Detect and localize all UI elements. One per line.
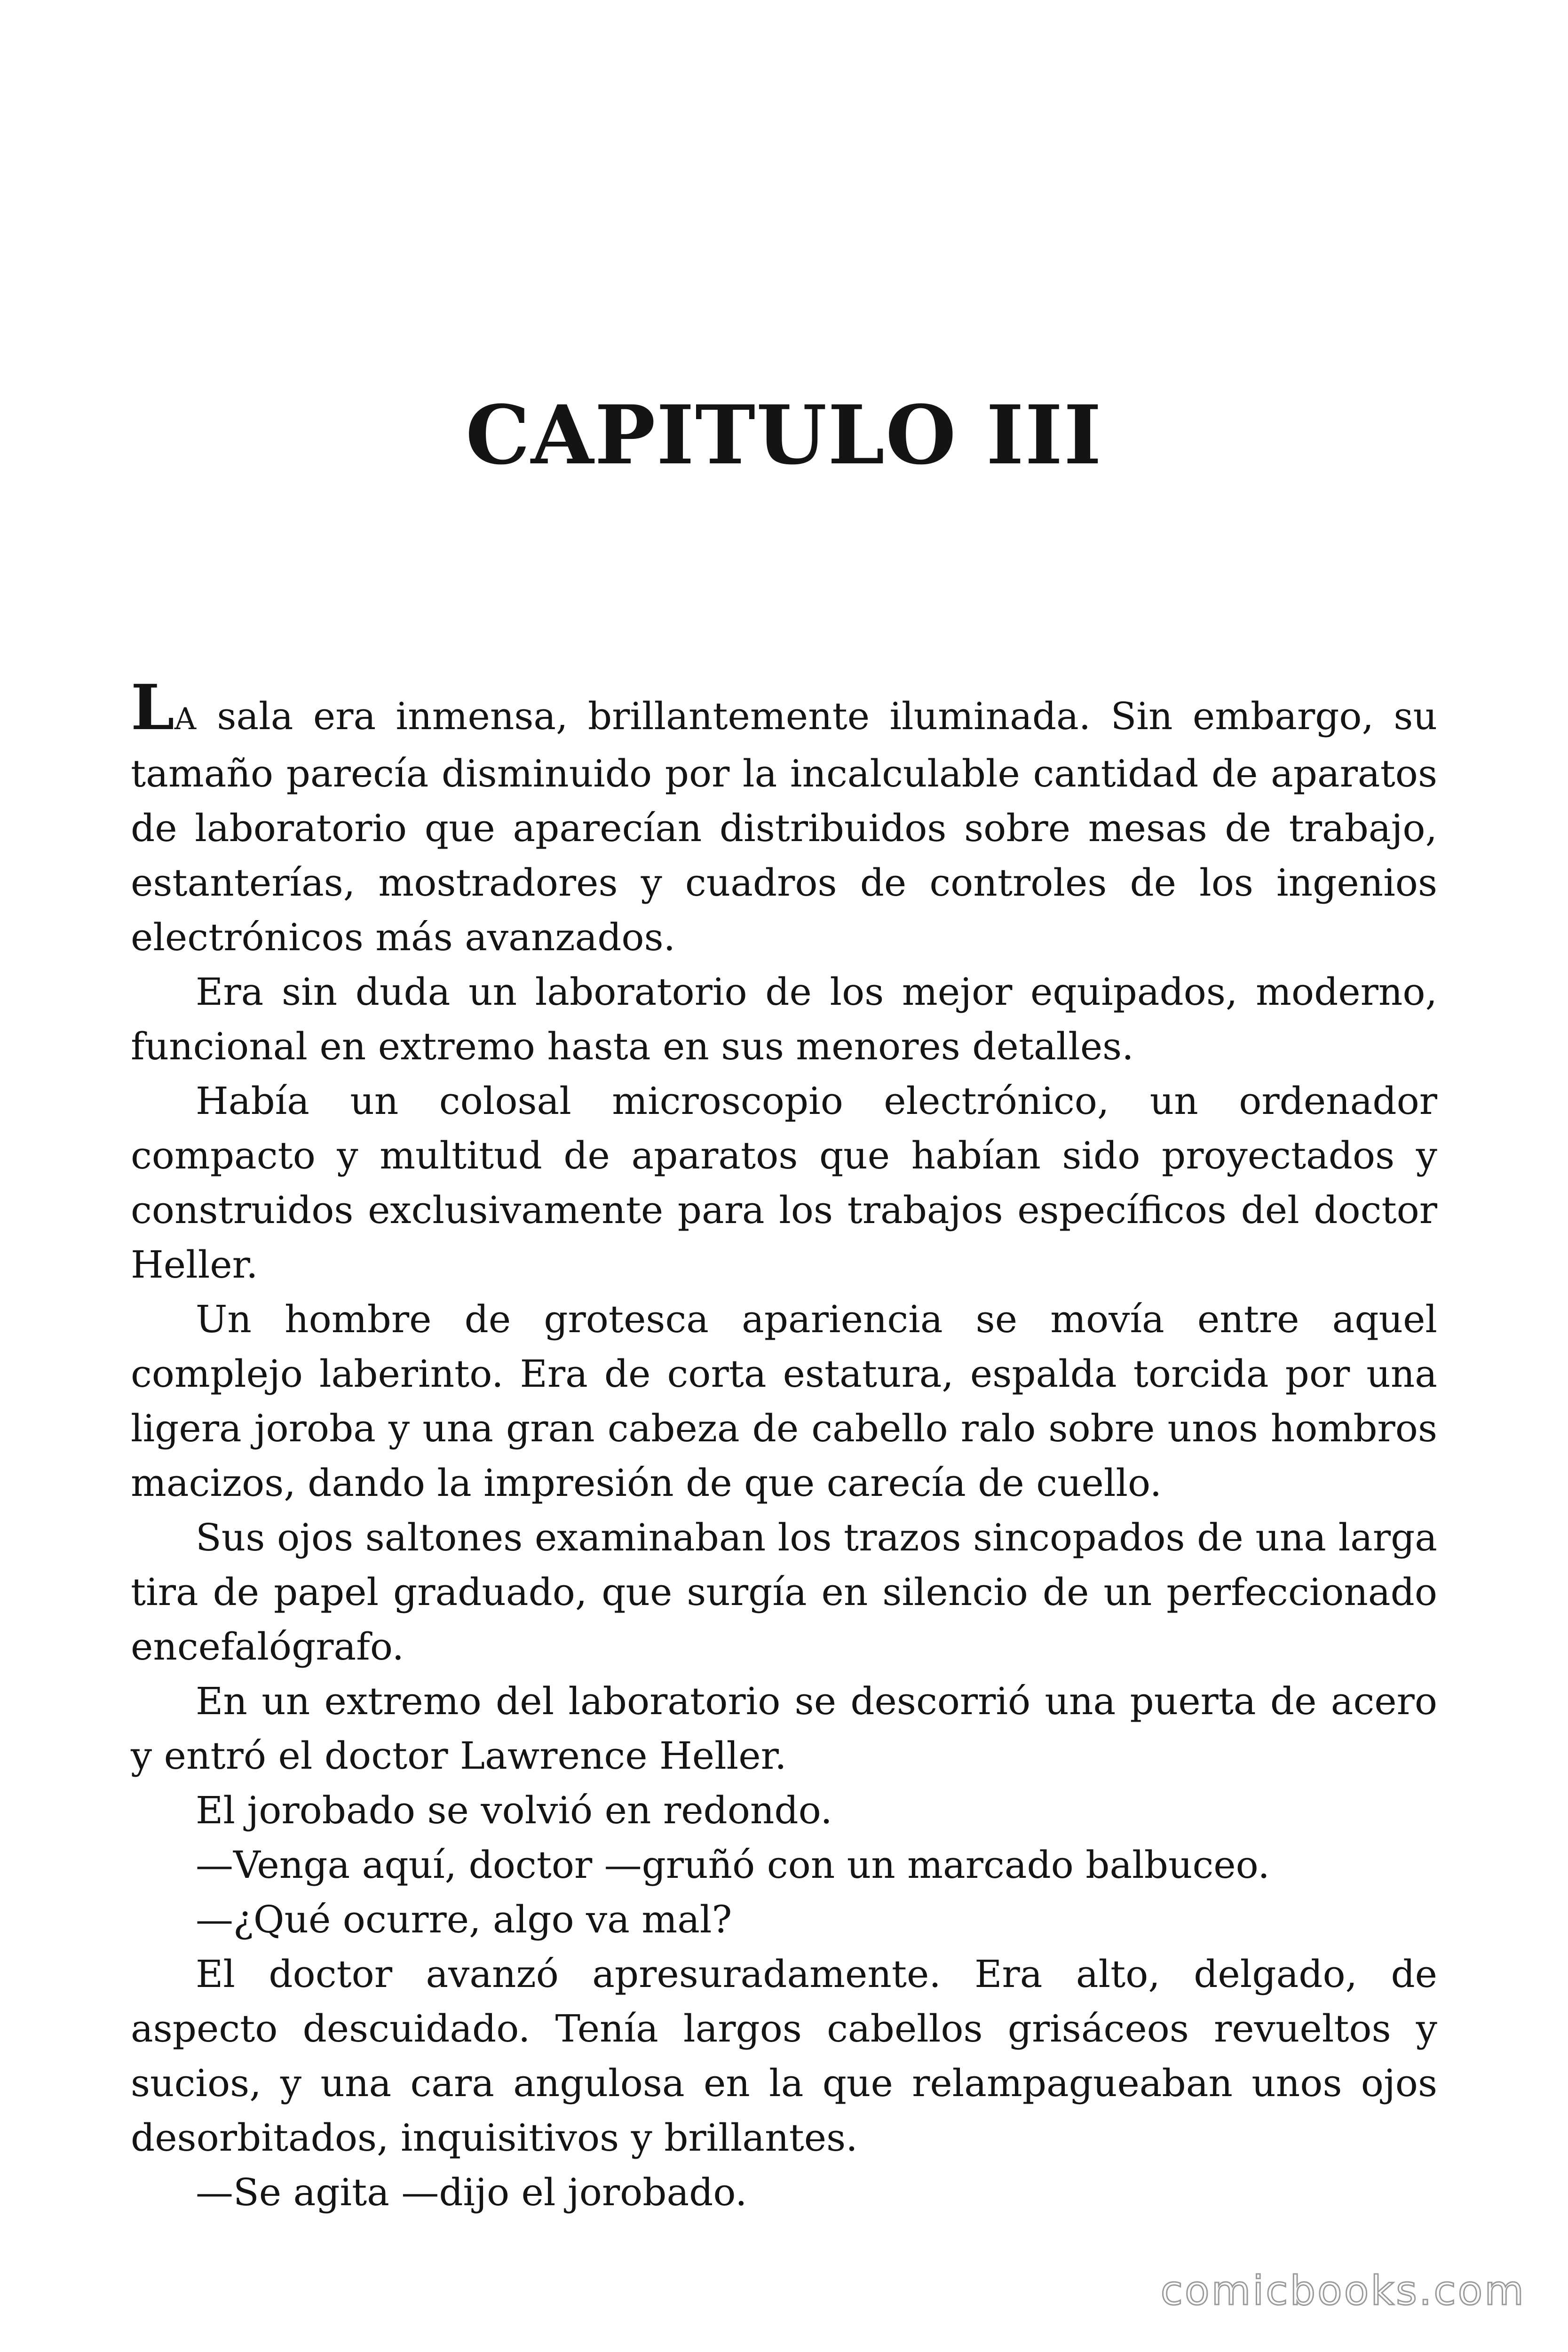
dialogue-line: —Se agita —dijo el jorobado.	[196, 2170, 747, 2214]
chapter-title: CAPITULO III	[465, 387, 1103, 483]
paragraph: Había un colosal microscopio electrónico, un ordenador compacto y multitud de aparatos que habían sido proyectados y construidos exclusivamente para los trabajos específicos del doctor Heller.	[131, 1079, 1437, 1287]
chapter-body	[131, 671, 1437, 2220]
watermark: comicbooks.com	[1160, 2267, 1526, 2314]
paragraph: En un extremo del laboratorio se descorrió una puerta de acero y entró el doctor Lawrence Heller.	[131, 1679, 1437, 1778]
dialogue-line: —Venga aquí, doctor —gruñó con un marcado balbuceo.	[196, 1843, 1270, 1887]
paragraph: El doctor avanzó apresuradamente. Era alto, delgado, de aspecto descuidado. Tenía largos cabellos grisáceos revueltos y sucios, y una cara angulosa en la que relampagueaban unos ojos desorbitados, inquisitivos y brillantes.	[131, 1952, 1437, 2160]
paragraph: Un hombre de grotesca apariencia se movía entre aquel complejo laberinto. Era de corta estatura, espalda torcida por una ligera joroba y una gran cabeza de cabello ralo sobre unos hombros macizos, dando la impresión de que carecía de cuello.	[131, 1297, 1437, 1505]
paragraph: Era sin duda un laboratorio de los mejor equipados, moderno, funcional en extremo hasta en sus menores detalles.	[131, 970, 1437, 1068]
dialogue-line: —¿Qué ocurre, algo va mal?	[196, 1898, 732, 1941]
drop-cap: L	[131, 671, 174, 744]
opening-paragraph	[131, 671, 1437, 965]
paragraph: El jorobado se volvió en redondo.	[196, 1788, 832, 1832]
paragraph: Sus ojos saltones examinaban los trazos sincopados de una larga tira de papel graduado, que surgía en silencio de un perfeccionado encefalógrafo.	[131, 1516, 1437, 1669]
opening-paragraph-text: sala era inmensa, brillantemente iluminada. Sin embargo, su tamaño parecía disminuido por la incalculable cantidad de aparatos de laboratorio que aparecían distribuidos sobre mesas de trabajo, estanterías, mostradores y cuadros de controles de los ingenios electrónicos más avanzados.	[131, 694, 1437, 959]
small-cap: A	[174, 702, 198, 737]
